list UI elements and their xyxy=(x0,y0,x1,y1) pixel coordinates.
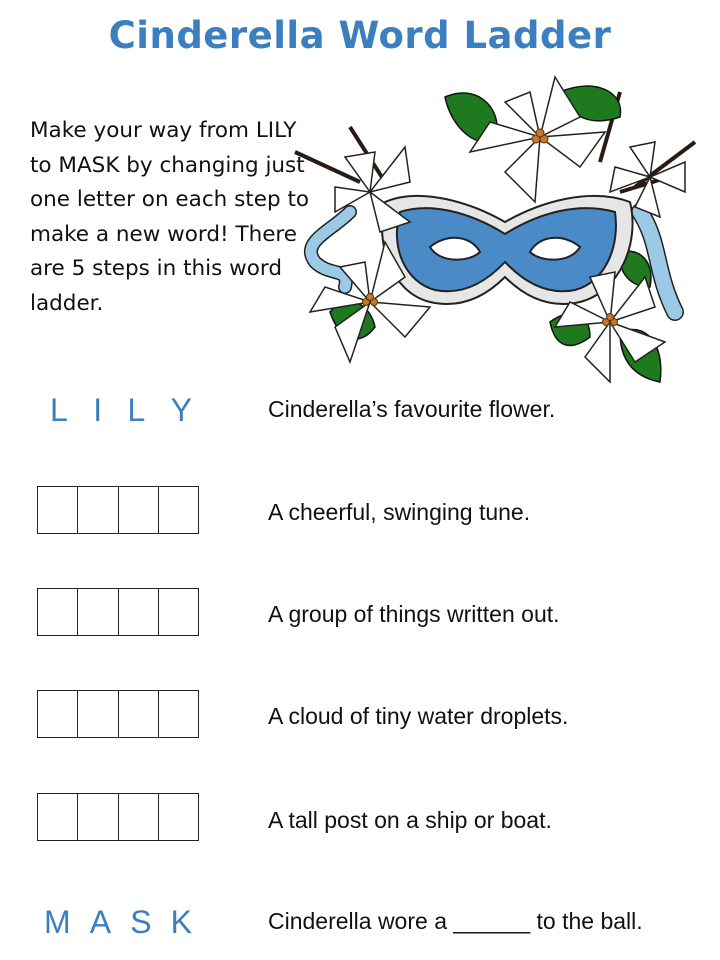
start-letter: I xyxy=(93,392,103,428)
letter-box[interactable] xyxy=(159,487,198,533)
clue-6: Cinderella wore a ______ to the ball. xyxy=(268,908,643,934)
letter-box[interactable] xyxy=(38,794,78,840)
start-letter: L xyxy=(127,392,146,428)
clue-4: A cloud of tiny water droplets. xyxy=(268,703,569,729)
letter-box[interactable] xyxy=(119,487,159,533)
clue-5: A tall post on a ship or boat. xyxy=(268,807,552,833)
end-letter: S xyxy=(130,904,152,940)
letter-box[interactable] xyxy=(159,589,198,635)
end-letter: M xyxy=(44,904,71,940)
start-letter: Y xyxy=(170,392,192,428)
letter-box[interactable] xyxy=(38,589,78,635)
letter-box[interactable] xyxy=(78,589,118,635)
answer-boxes-4[interactable] xyxy=(37,793,199,841)
letter-box[interactable] xyxy=(78,794,118,840)
letter-box[interactable] xyxy=(78,691,118,737)
instructions-text: Make your way from LILY to MASK by changing just one letter on each step to make a new word! There are 5 steps in this word ladder. xyxy=(30,118,310,316)
masquerade-mask-illustration xyxy=(290,62,710,392)
start-letter: L xyxy=(50,392,68,428)
letter-box[interactable] xyxy=(38,691,78,737)
end-letter: K xyxy=(170,904,192,940)
letter-box[interactable] xyxy=(119,794,159,840)
letter-box[interactable] xyxy=(38,487,78,533)
answer-boxes-2[interactable] xyxy=(37,588,199,636)
letter-box[interactable] xyxy=(78,487,118,533)
clue-1: Cinderella’s favourite flower. xyxy=(268,396,556,422)
letter-box[interactable] xyxy=(119,691,159,737)
clue-3: A group of things written out. xyxy=(268,601,560,627)
letter-box[interactable] xyxy=(159,691,198,737)
letter-box[interactable] xyxy=(119,589,159,635)
answer-boxes-3[interactable] xyxy=(37,690,199,738)
page-title: Cinderella Word Ladder xyxy=(108,14,612,57)
start-word xyxy=(50,392,192,429)
letter-box[interactable] xyxy=(159,794,198,840)
answer-boxes-1[interactable] xyxy=(37,486,199,534)
end-letter: A xyxy=(89,904,112,940)
end-word xyxy=(44,904,192,941)
clue-2: A cheerful, swinging tune. xyxy=(268,499,531,525)
